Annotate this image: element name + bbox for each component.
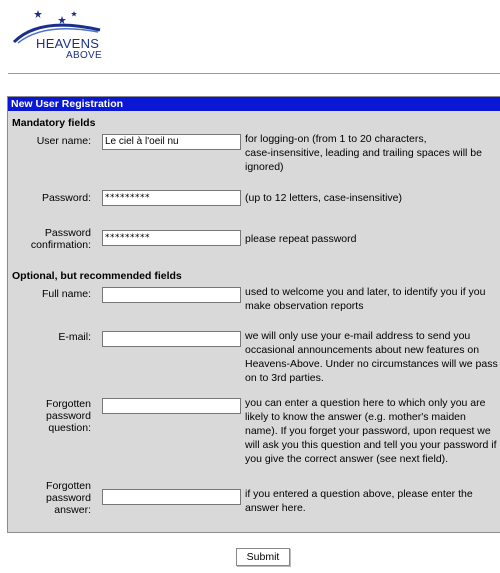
- password-confirm-input[interactable]: *********: [102, 230, 241, 246]
- logo-text-heavens: HEAVENS: [36, 36, 100, 51]
- question-label: Forgotten password question:: [46, 398, 91, 434]
- user-name-label: User name:: [36, 135, 91, 147]
- mandatory-heading: Mandatory fields: [12, 117, 96, 129]
- full-name-label: Full name:: [41, 288, 91, 300]
- email-help: we will only use your e-mail address to send you occasional announcements about new features on Heavens-Above. Under no circumstances will we pass on to 3rd parties.: [245, 330, 498, 384]
- logo-text-above: ABOVE: [66, 50, 102, 61]
- password-label: Password:: [41, 192, 91, 204]
- user-name-help: for logging-on (from 1 to 20 characters, case-insensitive, leading and trailing spaces will be ignored): [245, 133, 482, 173]
- form-title: New User Registration: [8, 97, 500, 111]
- answer-input[interactable]: [102, 489, 241, 505]
- full-name-help: used to welcome you and later, to identify you if you make observation reports: [245, 286, 486, 312]
- header-divider: [8, 73, 500, 74]
- registration-form: [7, 96, 500, 533]
- submit-button[interactable]: Submit: [236, 548, 290, 566]
- heavens-above-logo[interactable]: [10, 6, 110, 64]
- password-confirm-help: please repeat password: [245, 233, 357, 245]
- answer-label: Forgotten password answer:: [46, 480, 91, 516]
- optional-heading: Optional, but recommended fields: [12, 270, 182, 282]
- user-name-input[interactable]: Le ciel à l'oeil nu: [102, 134, 241, 150]
- full-name-input[interactable]: [102, 287, 241, 303]
- question-help: you can enter a question here to which only you are likely to know the answer (e.g. mother's maiden name). If you forget your password, upon request we will ask you this question and tell you your password if you give the correct answer (see next field).: [245, 397, 497, 465]
- password-input[interactable]: *********: [102, 190, 241, 206]
- email-label: E-mail:: [58, 331, 91, 343]
- answer-help: if you entered a question above, please enter the answer here.: [245, 488, 473, 514]
- email-input[interactable]: [102, 331, 241, 347]
- password-help: (up to 12 letters, case-insensitive): [245, 192, 402, 204]
- question-input[interactable]: [102, 398, 241, 414]
- password-confirm-label: Password confirmation:: [30, 227, 91, 251]
